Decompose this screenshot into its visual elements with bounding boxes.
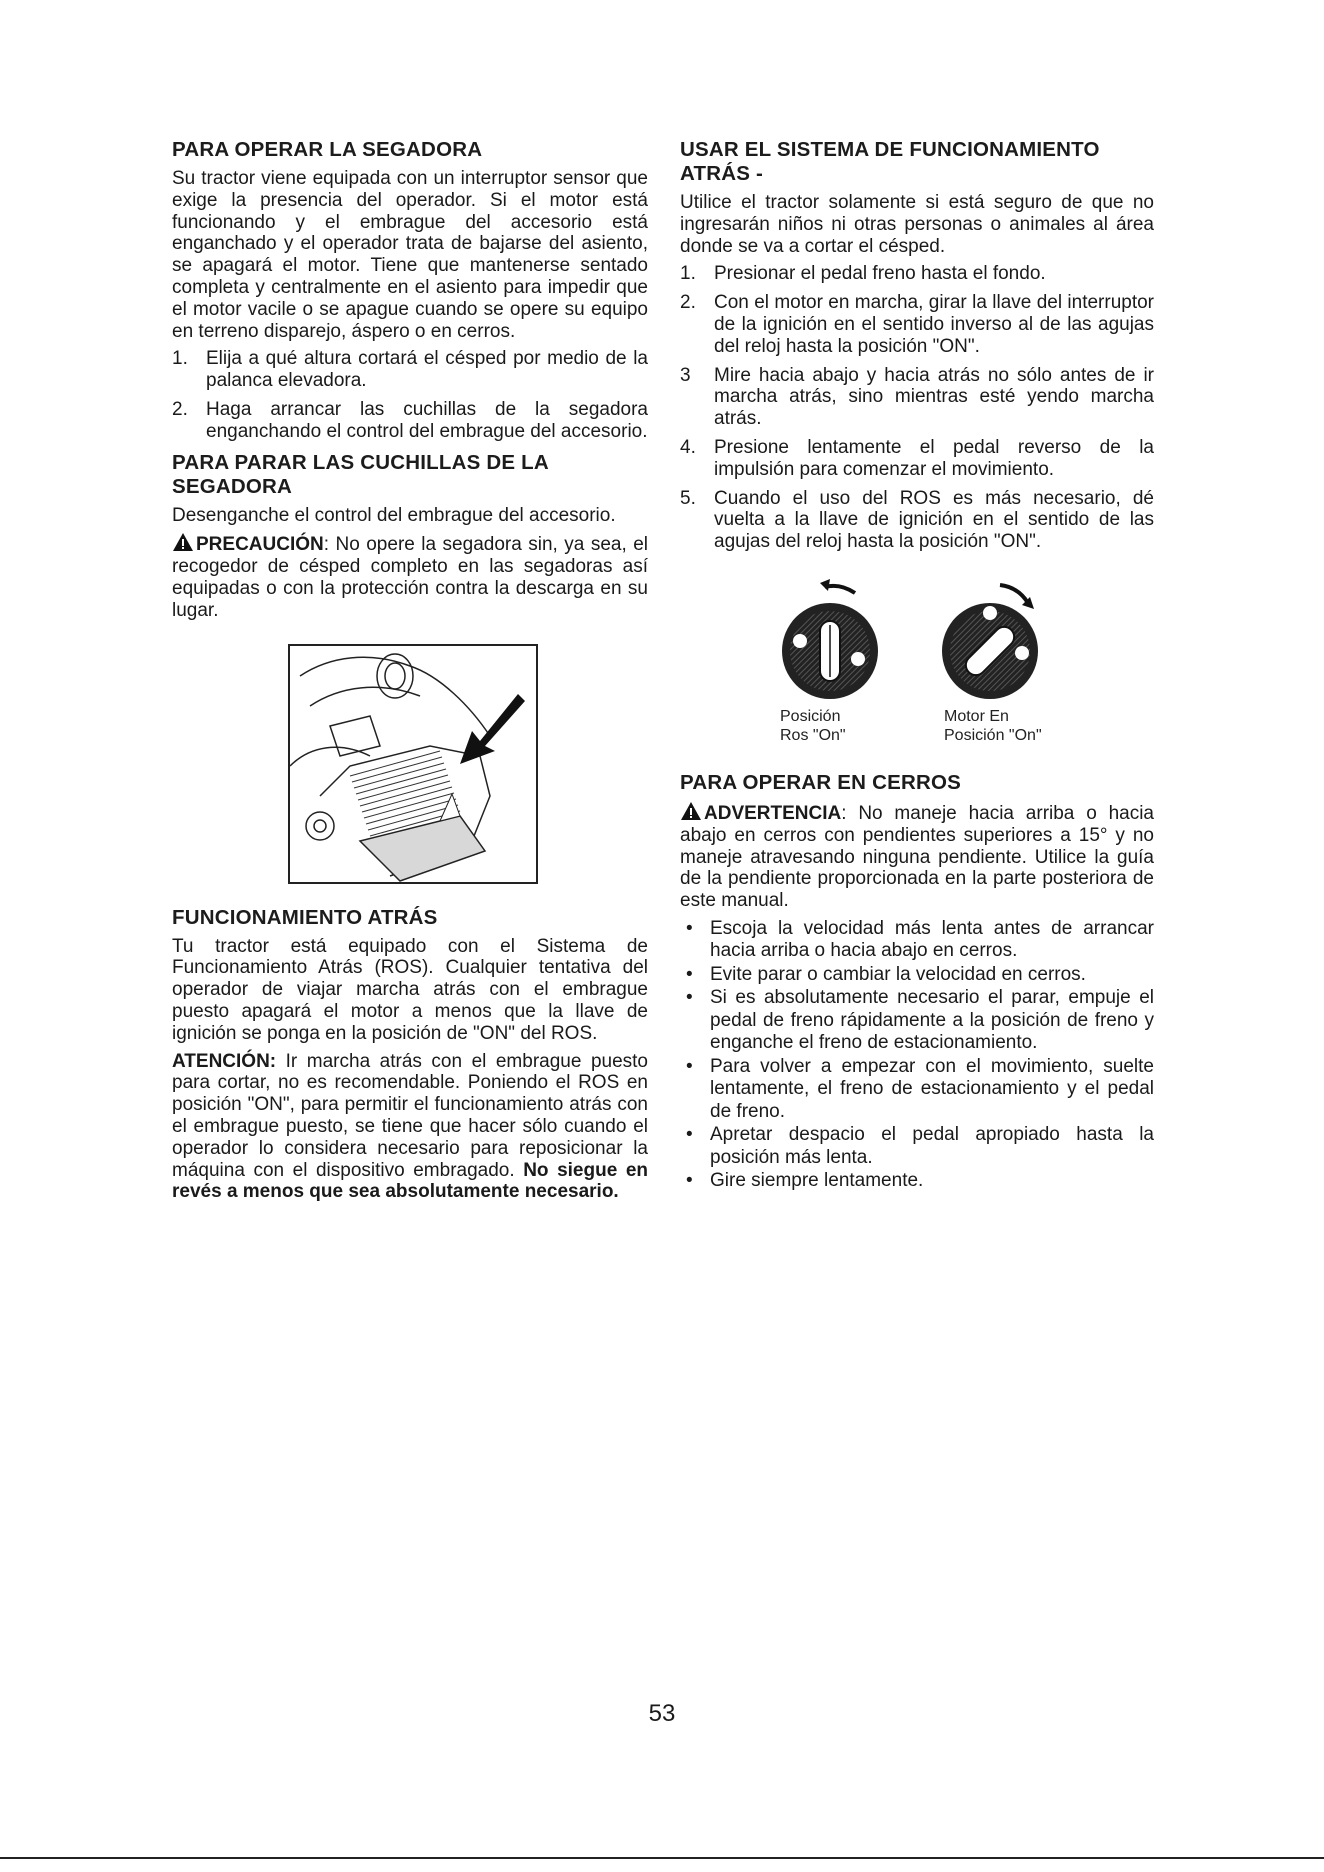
ignition-dial-ros-on-icon <box>770 573 900 703</box>
paragraph-funcionamiento-atras: Tu tractor está equipado con el Sistema de Funcionamiento Atrás (ROS). Cualquier tentativa del operador de viajar marcha atrás con el embrague puesto apagará el motor a menos que la llave de ignición se ponga en la posición de "ON" del ROS. <box>172 935 648 1044</box>
paragraph-operar-segadora: Su tractor viene equipada con un interruptor sensor que exige la presencia del operador. Si el motor está funcionando y el embrague del accesorio está enganchado y el operador trata de bajarse del asiento, se apagará el motor. Tiene que mantenerse sentado completa y centralmente en el asiento para impedir que el motor vacile o se apague cuando se opere su equipo en terreno disparejo, áspero o en cerros. <box>172 168 648 342</box>
heading-usar-sistema: USAR EL SISTEMA DE FUNCIONAMIENTO ATRÁS - <box>680 138 1100 185</box>
list-item: • Si es absolutamente necesario el parar, empuje el pedal de freno rápidamente a la posición de freno y enganche el freno de estacionamiento. <box>686 987 1154 1054</box>
list-item: 2. Haga arrancar las cuchillas de la segadora enganchando el control del embrague del accesorio. <box>172 398 648 442</box>
warning-triangle-icon <box>680 801 702 821</box>
mower-chute-illustration <box>288 644 538 884</box>
ignition-dial-motor-on-icon <box>930 573 1060 703</box>
page-number: 53 <box>648 1700 676 1727</box>
atencion-label: ATENCIÓN: <box>172 1050 277 1072</box>
list-item: 3 Mire hacia abajo y hacia atrás no sólo antes de ir marcha atrás, sino mientras esté yendo marcha atrás. <box>680 364 1154 430</box>
steps-usar-sistema <box>680 263 1154 553</box>
atencion-text: Ir marcha atrás con el embrague puesto para cortar, no es recomendable. Poniendo el ROS en posición "ON", para permitir el funcionamiento atrás con el embrague puesto, se tiene que hacer sólo cuando el operador lo considera necesario para reposicionar la máquina con el dispositivo embragado. <box>172 1050 648 1181</box>
dial-caption-motor-on: Motor En Posición "On" <box>944 707 1042 744</box>
list-item: 5. Cuando el uso del ROS es más necesario, dé vuelta a la llave de ignición en el sentido de las agujas del reloj hasta la posición "ON". <box>680 487 1154 553</box>
ignition-dials <box>680 573 1154 743</box>
heading-funcionamiento-atras: FUNCIONAMIENTO ATRÁS <box>172 905 438 929</box>
heading-operar-segadora: PARA OPERAR LA SEGADORA <box>172 138 483 161</box>
precaucion-note <box>172 532 648 621</box>
bottom-divider <box>0 1857 1324 1859</box>
paragraph-usar-sistema: Utilice el tractor solamente si está seguro de que no ingresarán niños ni otras personas o animales al área donde se va a cortar el césped. <box>680 192 1154 257</box>
list-item: • Escoja la velocidad más lenta antes de arrancar hacia arriba o hacia abajo en cerros. <box>686 917 1154 962</box>
advertencia-text: : No maneje hacia arriba o hacia abajo en cerros con pendientes superiores a 15° y no maneje atravesando ninguna pendiente. Utilice la guía de la pendiente proporcionada en la parte posteriora de este manual. <box>680 802 1154 912</box>
left-column <box>172 138 648 1209</box>
atencion-bold-text: No siegue en revés a menos que sea absolutamente necesario. <box>172 1159 649 1203</box>
advertencia-label: ADVERTENCIA <box>704 802 842 824</box>
advertencia-note <box>680 801 1154 912</box>
heading-operar-cerros: PARA OPERAR EN CERROS <box>680 770 961 794</box>
precaucion-label: PRECAUCIÓN <box>196 534 324 556</box>
paragraph-parar-cuchillas: Desenganche el control del embrague del accesorio. <box>172 504 616 526</box>
dial-caption-ros-on: Posición Ros "On" <box>780 707 846 744</box>
warning-triangle-icon <box>172 532 194 552</box>
list-item: 4. Presione lentamente el pedal reverso de la impulsión para comenzar el movimiento. <box>680 436 1154 480</box>
atencion-note <box>172 1051 648 1204</box>
list-item: • Evite parar o cambiar la velocidad en cerros. <box>686 963 1086 985</box>
list-item: • Para volver a empezar con el movimiento, suelte lentamente, el freno de estacionamiento y el pedal de freno. <box>686 1055 1154 1122</box>
heading-parar-cuchillas: PARA PARAR LAS CUCHILLAS DE LA SEGADORA <box>172 450 549 498</box>
list-item: • Apretar despacio el pedal apropiado hasta la posición más lenta. <box>686 1124 1154 1168</box>
steps-operar-segadora <box>172 348 648 442</box>
cerros-bullet-list <box>680 918 1154 1193</box>
list-item: 1. Presionar el pedal freno hasta el fondo. <box>680 263 1046 285</box>
right-column <box>680 138 1154 1194</box>
precaucion-text: : No opere la segadora sin, ya sea, el recogedor de césped completo en las segadoras así equipadas o con la protección contra la descarga en su lugar. <box>172 534 648 621</box>
list-item: 1. Elija a qué altura cortará el césped por medio de la palanca elevadora. <box>172 348 648 392</box>
list-item: • Gire siempre lentamente. <box>686 1170 924 1192</box>
mower-illustration-graphic <box>290 646 536 882</box>
list-item: 2. Con el motor en marcha, girar la llave del interruptor de la ignición en el sentido inverso al de las agujas del reloj hasta la posición "ON". <box>680 292 1154 357</box>
